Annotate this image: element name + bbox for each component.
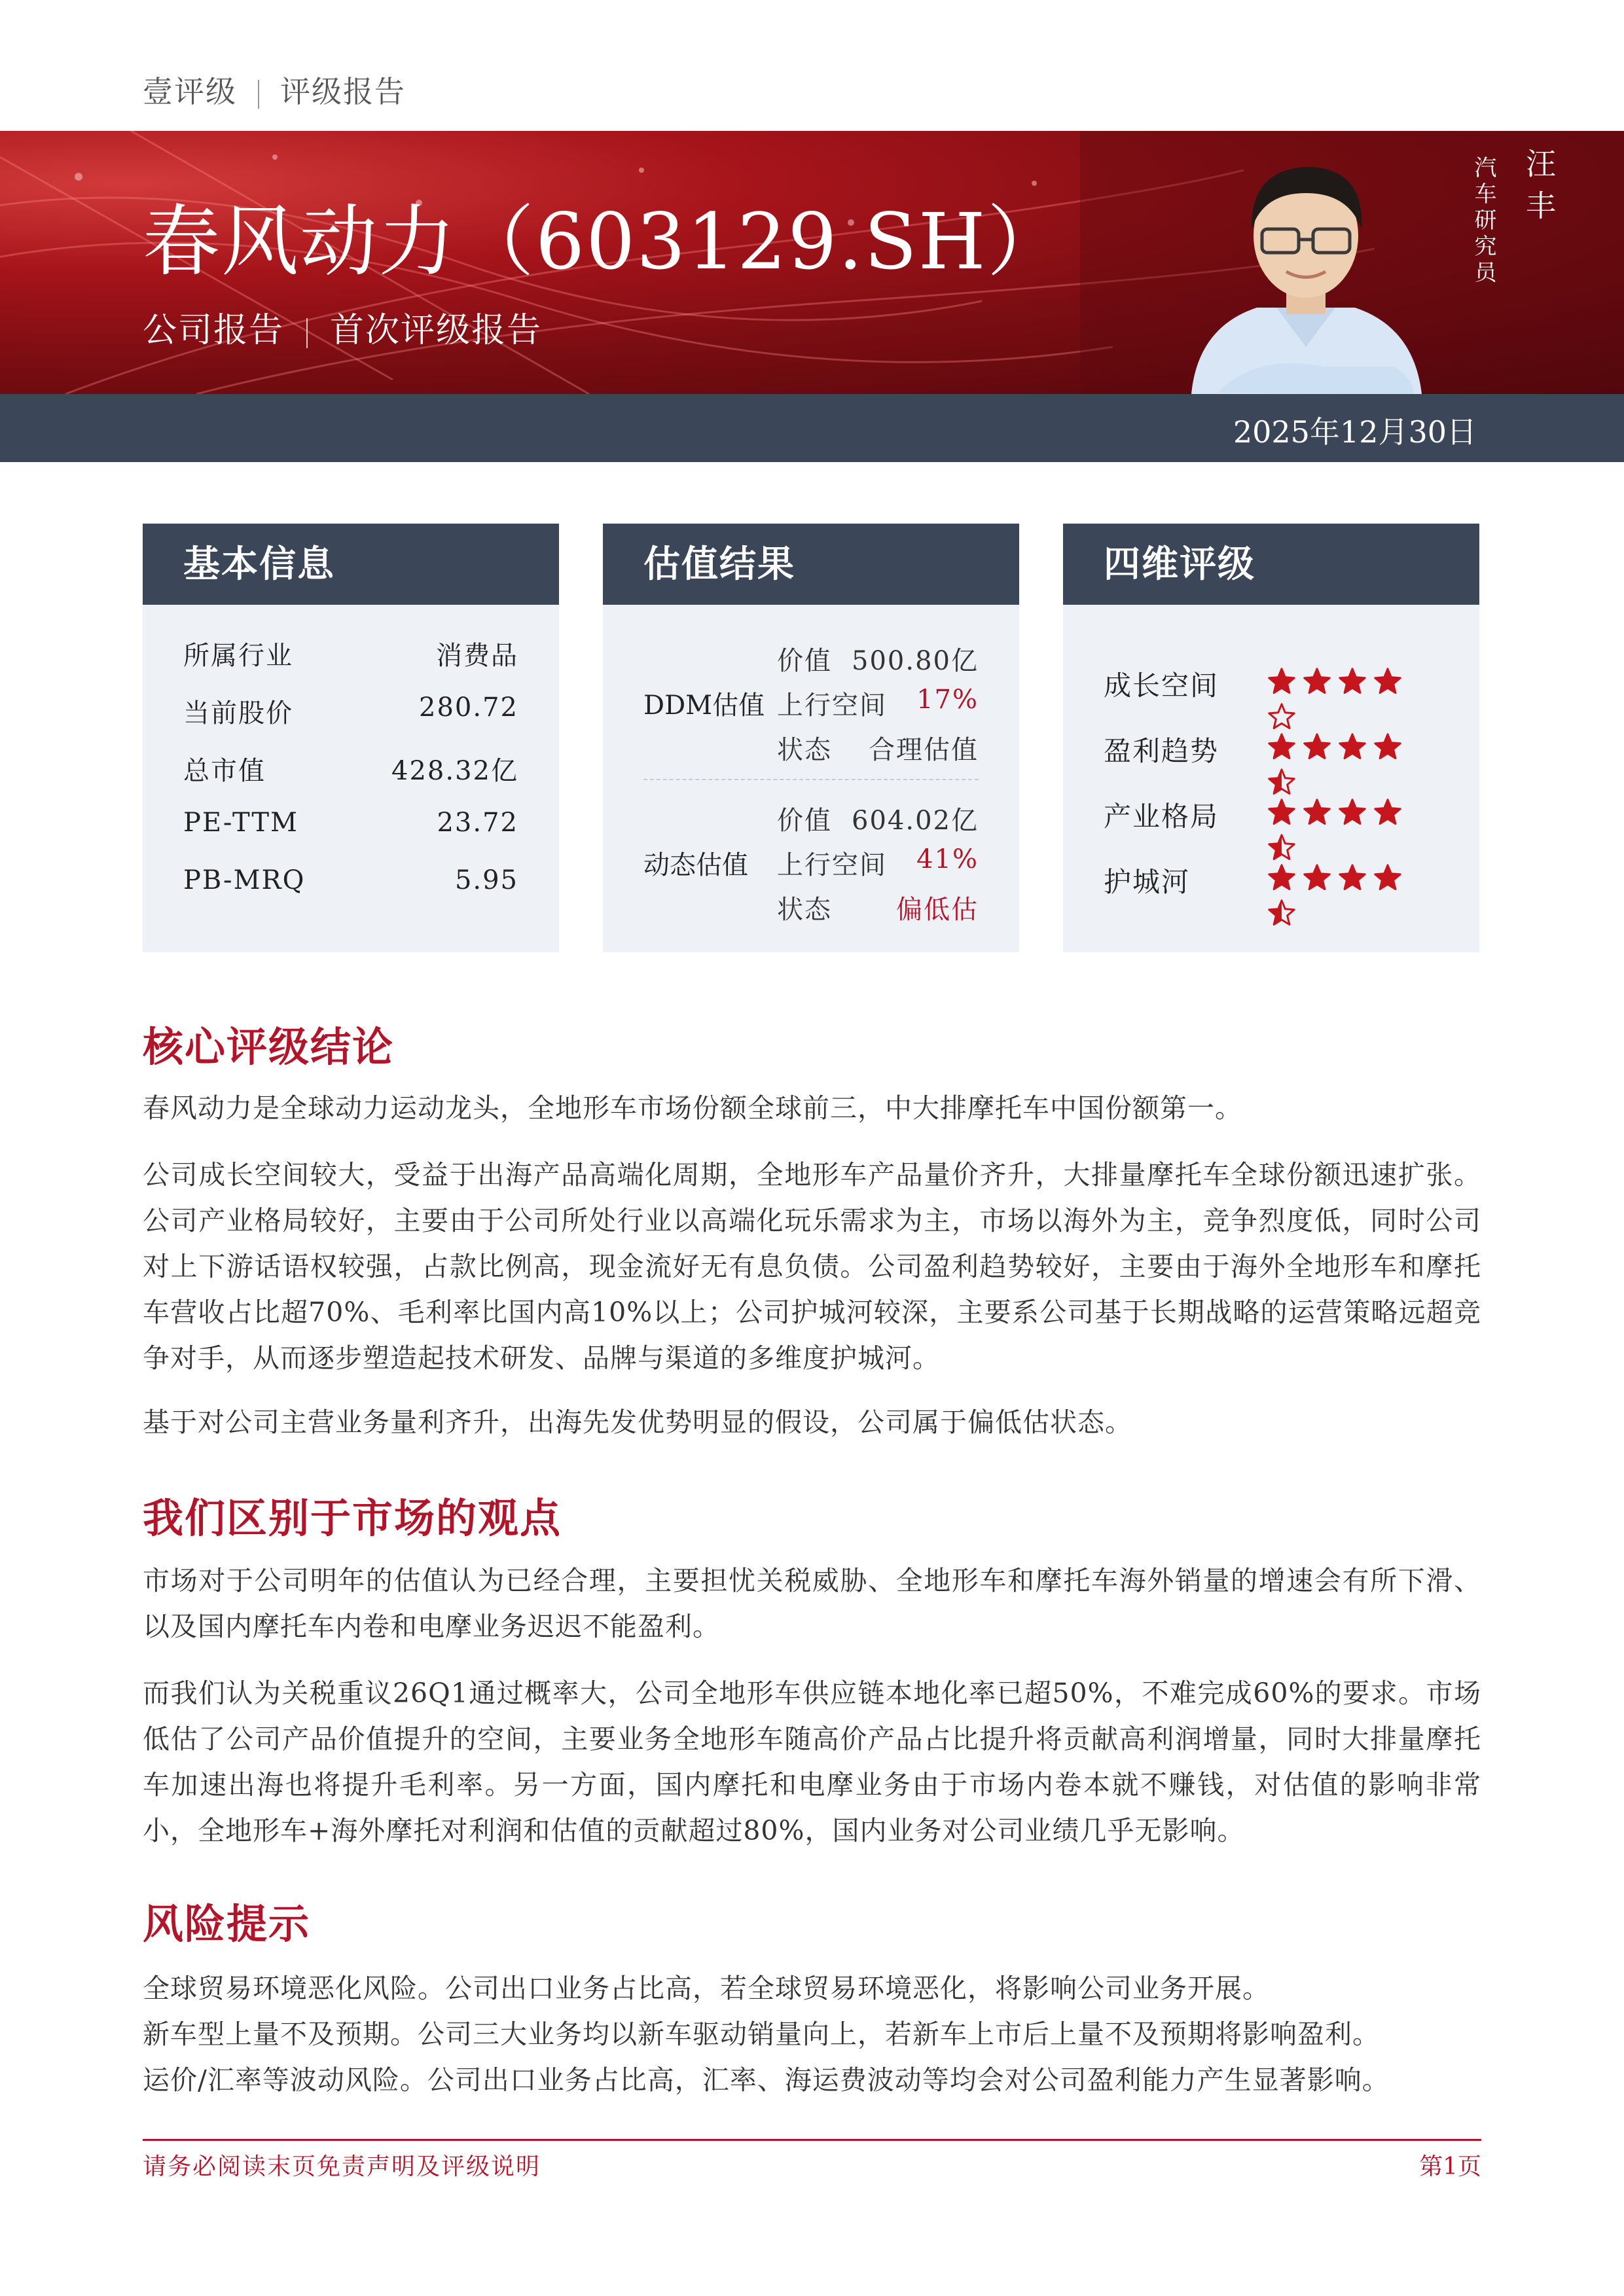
risk-item: 全球贸易环境恶化风险。公司出口业务占比高，若全球贸易环境恶化，将影响公司业务开展。 bbox=[143, 1973, 1270, 2004]
analyst-title: 汽车研究员 bbox=[1470, 156, 1496, 287]
rating-card bbox=[1063, 524, 1479, 952]
info-row bbox=[183, 865, 518, 905]
analyst-name: 汪丰 bbox=[1521, 148, 1557, 232]
rating-label: 成长空间 bbox=[1104, 670, 1219, 702]
star-icon-empty bbox=[1267, 702, 1296, 731]
analyst-photo bbox=[1178, 131, 1434, 394]
core-paragraph: 基于对公司主营业务量利齐升，出海先发优势明显的假设，公司属于偏低估状态。 bbox=[143, 1407, 1132, 1438]
valuation-method: DDM估值 bbox=[643, 691, 765, 721]
report-category: 公司报告 bbox=[143, 311, 285, 350]
star-icon-half bbox=[1267, 833, 1296, 862]
star-icon-full bbox=[1338, 667, 1367, 696]
basic-info-card bbox=[143, 524, 559, 952]
info-row bbox=[183, 692, 518, 732]
valuation-value: 偏低估 bbox=[896, 895, 979, 925]
rating-row bbox=[1104, 795, 1439, 834]
valuation-value: 17% bbox=[916, 685, 979, 715]
date-bar bbox=[0, 394, 1624, 462]
divider bbox=[258, 80, 259, 109]
star-icon-half bbox=[1267, 768, 1296, 797]
star-rating bbox=[1267, 863, 1439, 892]
valuation-divider bbox=[643, 779, 979, 780]
rating-heading: 四维评级 bbox=[1063, 524, 1479, 605]
basic-info-heading: 基本信息 bbox=[143, 524, 559, 605]
rating-label: 产业格局 bbox=[1104, 800, 1219, 833]
star-icon-full bbox=[1338, 732, 1367, 761]
report-subtitle bbox=[143, 302, 542, 351]
rating-row bbox=[1104, 861, 1439, 900]
valuation-value: 604.02亿 bbox=[852, 806, 979, 836]
star-icon-full bbox=[1373, 798, 1402, 827]
brand-header bbox=[143, 68, 406, 111]
info-value: 消费品 bbox=[436, 641, 518, 671]
divider bbox=[306, 318, 308, 348]
report-date: 2025年12月30日 bbox=[1233, 414, 1477, 450]
footer-divider bbox=[143, 2139, 1481, 2141]
info-row bbox=[183, 750, 518, 789]
info-label: PE-TTM bbox=[183, 808, 299, 838]
star-icon-full bbox=[1267, 863, 1296, 892]
valuation-label: 价值 bbox=[777, 806, 832, 836]
core-heading: 核心评级结论 bbox=[143, 1023, 395, 1071]
star-icon-half bbox=[1267, 899, 1296, 927]
rating-label: 护城河 bbox=[1104, 866, 1191, 898]
star-icon-full bbox=[1303, 863, 1331, 892]
risk-item: 新车型上量不及预期。公司三大业务均以新车驱动销量向上，若新车上市后上量不及预期将影响盈利。 bbox=[143, 2018, 1380, 2050]
info-row bbox=[183, 635, 518, 674]
view-paragraph: 市场对于公司明年的估值认为已经合理，主要担忧关税威胁、全地形车和摩托车海外销量的增速会有所下滑、以及国内摩托车内卷和电摩业务迟迟不能盈利。 bbox=[143, 1565, 1481, 1642]
core-paragraph: 春风动力是全球动力运动龙头，全地形车市场份额全球前三，中大排摩托车中国份额第一。 bbox=[143, 1092, 1242, 1124]
info-row bbox=[183, 808, 518, 847]
star-icon-full bbox=[1373, 863, 1402, 892]
report-subcategory: 首次评级报告 bbox=[330, 311, 543, 350]
risk-heading: 风险提示 bbox=[143, 1900, 311, 1948]
star-icon-full bbox=[1267, 732, 1296, 761]
star-icon-full bbox=[1373, 732, 1402, 761]
valuation-label: 价值 bbox=[777, 646, 832, 676]
star-icon-full bbox=[1303, 732, 1331, 761]
info-value: 23.72 bbox=[437, 808, 518, 838]
report-title: 春风动力（603129.SH） bbox=[143, 196, 1066, 287]
info-label: PB-MRQ bbox=[183, 865, 306, 895]
valuation-value: 合理估值 bbox=[869, 735, 979, 765]
star-icon-full bbox=[1338, 863, 1367, 892]
info-label: 总市值 bbox=[183, 756, 266, 786]
info-label: 所属行业 bbox=[183, 641, 293, 671]
valuation-label: 上行空间 bbox=[777, 850, 887, 880]
star-icon-full bbox=[1267, 798, 1296, 827]
info-value: 5.95 bbox=[454, 865, 518, 895]
view-heading: 我们区别于市场的观点 bbox=[143, 1494, 562, 1542]
valuation-method: 动态估值 bbox=[643, 850, 748, 880]
footer-disclaimer: 请务必阅读末页免责声明及评级说明 bbox=[143, 2153, 541, 2180]
info-label: 当前股价 bbox=[183, 698, 293, 728]
report-type: 评级报告 bbox=[280, 74, 406, 109]
page-number: 第1页 bbox=[1419, 2153, 1481, 2180]
star-rating bbox=[1267, 667, 1439, 696]
info-value: 280.72 bbox=[419, 692, 518, 723]
valuation-card bbox=[603, 524, 1019, 952]
valuation-label: 上行空间 bbox=[777, 691, 887, 721]
star-rating bbox=[1267, 732, 1439, 761]
star-icon-full bbox=[1303, 667, 1331, 696]
rating-label: 盈利趋势 bbox=[1104, 735, 1219, 767]
rating-row bbox=[1104, 664, 1439, 704]
star-icon-full bbox=[1303, 798, 1331, 827]
star-icon-full bbox=[1373, 667, 1402, 696]
view-paragraph: 而我们认为关税重议26Q1通过概率大，公司全地形车供应链本地化率已超50%，不难完成60%的要求。市场低估了公司产品价值提升的空间，主要业务全地形车随高价产品占比提升将贡献高利润增量，同时大排量摩托车加速出海也将提升毛利率。另一方面，国内摩托和电摩业务由于市场内卷本就不赚钱，对估值的影响非常小，全地形车+海外摩托对利润和估值的贡献超过80%，国内业务对公司业绩几乎无影响。 bbox=[143, 1677, 1481, 1846]
rating-row bbox=[1104, 730, 1439, 769]
valuation-label: 状态 bbox=[777, 735, 832, 765]
brand-name: 壹评级 bbox=[143, 74, 237, 109]
valuation-value: 500.80亿 bbox=[852, 646, 979, 676]
risk-item: 运价/汇率等波动风险。公司出口业务占比高，汇率、海运费波动等均会对公司盈利能力产生显著影响。 bbox=[143, 2064, 1390, 2096]
core-paragraph: 公司成长空间较大，受益于出海产品高端化周期，全地形车产品量价齐升，大排量摩托车全球份额迅速扩张。公司产业格局较好，主要由于公司所处行业以高端化玩乐需求为主，市场以海外为主，竞争烈度低，同时公司对上下游话语权较强，占款比例高，现金流好无有息负债。公司盈利趋势较好，主要由于海外全地形车和摩托车营收占比超70%、毛利率比国内高10%以上；公司护城河较深，主要系公司基于长期战略的运营策略远超竞争对手，从而逐步塑造起技术研发、品牌与渠道的多维度护城河。 bbox=[143, 1159, 1481, 1374]
valuation-value: 41% bbox=[916, 844, 979, 874]
valuation-heading: 估值结果 bbox=[603, 524, 1019, 605]
star-icon-full bbox=[1267, 667, 1296, 696]
star-icon-full bbox=[1338, 798, 1367, 827]
info-value: 428.32亿 bbox=[391, 756, 518, 786]
valuation-label: 状态 bbox=[777, 895, 832, 925]
star-rating bbox=[1267, 798, 1439, 827]
